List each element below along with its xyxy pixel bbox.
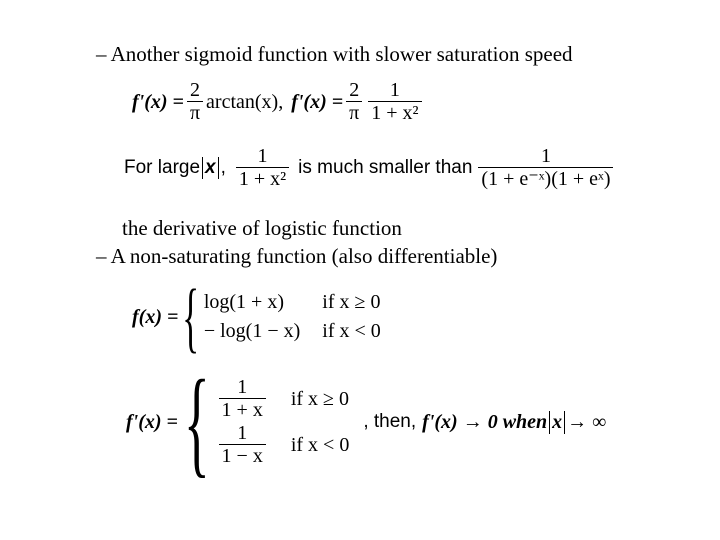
eq1-frac3 (368, 80, 421, 124)
eq4-frac1-num: 1 (237, 376, 248, 398)
eq1-lhs2: f'(x) = (291, 90, 344, 113)
eq3-cases (204, 291, 381, 343)
eq2-frac1-den: 1 + x² (236, 167, 289, 190)
eq4-cond1: if x ≥ 0 (290, 387, 350, 410)
eq1-frac2 (346, 80, 362, 124)
eq2-prefix: For large (124, 157, 201, 178)
eq4-lhs: f'(x) = (126, 410, 178, 433)
eq1-frac3-num: 1 (389, 79, 400, 101)
eq2-middle: is much smaller than (298, 157, 473, 178)
eq4-brace-icon: { (183, 355, 210, 488)
eq1-lhs: f'(x) = (132, 90, 184, 113)
eq1-frac2-num: 2 (349, 79, 360, 101)
eq2-frac2-den: (1 + e⁻ˣ)(1 + eˣ) (478, 167, 613, 190)
eq2-frac1-num: 1 (257, 145, 268, 167)
eq4-frac1 (219, 377, 266, 421)
equation-log-derivative (126, 355, 607, 488)
eq1-frac1-num: 2 (189, 79, 200, 101)
eq2-frac1 (236, 146, 289, 190)
eq1-frac1-den: π (187, 101, 203, 124)
eq1-frac2-den: π (346, 101, 362, 124)
eq4-frac2 (219, 423, 266, 467)
eq3-brace-icon: { (182, 273, 200, 360)
bullet-non-saturating: – A non-saturating function (also differentiable) (96, 244, 498, 268)
eq4-lhs2: f'(x) → 0 when (422, 410, 548, 433)
eq4-tail: , then, (363, 411, 417, 432)
eq4-frac2-den: 1 − x (219, 444, 266, 467)
eq4-arrow: → ∞ (567, 410, 607, 433)
eq3-cond1: if x ≥ 0 (322, 291, 381, 313)
continuation-logistic: the derivative of logistic function (122, 216, 402, 240)
eq1-frac1 (187, 80, 203, 124)
eq1-arctan: arctan(x), (206, 90, 284, 113)
eq2-frac2-num: 1 (540, 145, 551, 167)
eq3-cond2: if x < 0 (322, 320, 381, 342)
eq4-cond2: if x < 0 (290, 433, 350, 456)
eq4-abs-x: x (549, 411, 565, 434)
eq2-comma: , (220, 157, 226, 178)
eq4-cases (216, 377, 350, 467)
eq4-frac2-num: 1 (237, 422, 248, 444)
eq4-frac1-den: 1 + x (219, 398, 266, 421)
eq2-abs-x: x (202, 157, 219, 179)
eq3-lhs: f(x) = (132, 305, 179, 328)
equation-large-x-comparison (124, 146, 616, 190)
equation-arctan-derivative (132, 80, 425, 124)
eq1-frac3-den: 1 + x² (368, 101, 421, 124)
equation-log-function (132, 273, 381, 360)
eq3-case1: log(1 + x) (203, 291, 284, 313)
bullet-sigmoid-slower: – Another sigmoid function with slower saturation speed (96, 42, 573, 66)
eq2-frac2 (478, 146, 613, 190)
eq3-case2: − log(1 − x) (203, 320, 301, 342)
